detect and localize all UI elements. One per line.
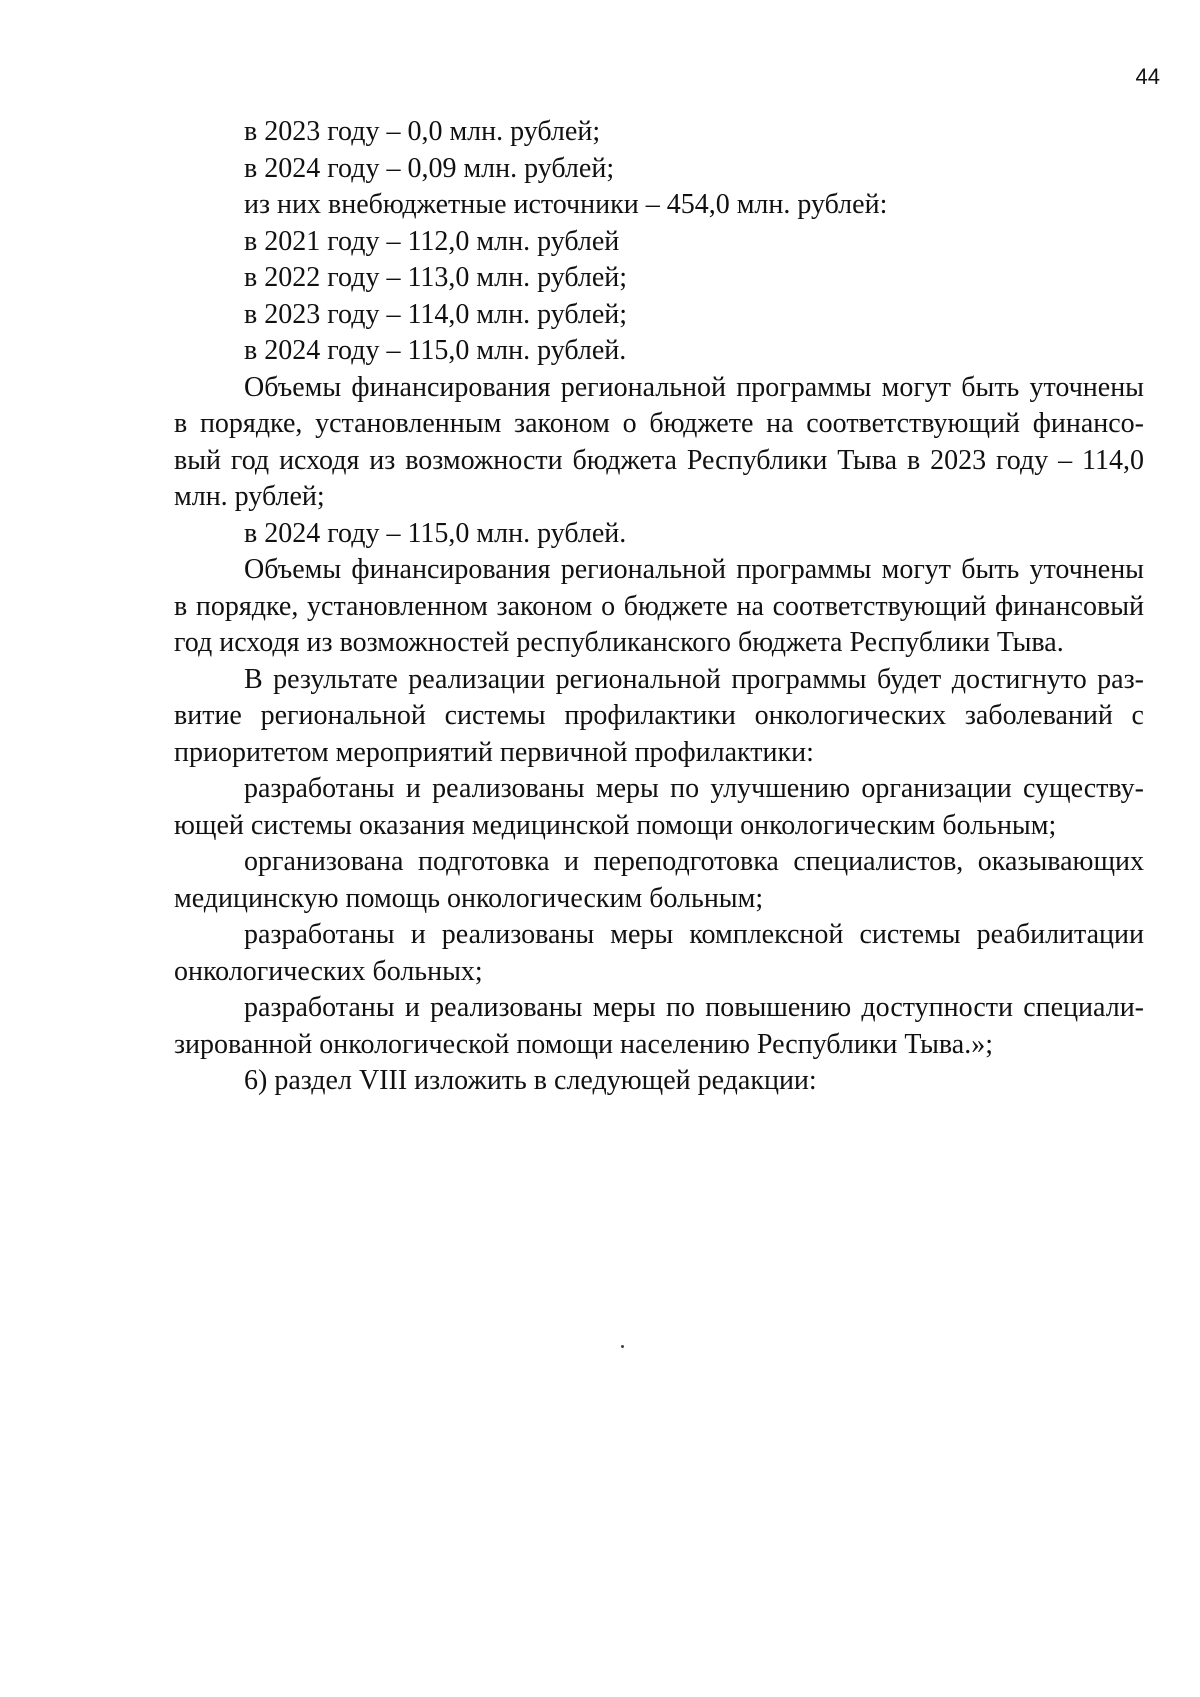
- document-body: [174, 114, 1144, 1100]
- text-line: млн. рублей;: [174, 481, 325, 512]
- page-number: 44: [1135, 64, 1160, 89]
- text-line: Объемы финансирования региональной программы могут быть уточнены: [244, 371, 1144, 403]
- text-line: в порядке, установленным законом о бюджете на соответствующий финансо-: [174, 408, 1144, 439]
- text-line: из них внебюджетные источники – 454,0 млн. рублей:: [244, 189, 888, 220]
- text-line: в 2024 году – 115,0 млн. рублей.: [244, 335, 627, 366]
- text-line: в 2024 году – 115,0 млн. рублей.: [244, 517, 627, 549]
- text-line: разработаны и реализованы меры по повышению доступности специали-: [244, 992, 1144, 1023]
- text-line: год исходя из возможностей республиканского бюджета Республики Тыва.: [174, 627, 1064, 658]
- text-line: в 2023 году – 114,0 млн. рублей;: [244, 298, 628, 330]
- text-line: медицинскую помощь онкологическим больным;: [174, 882, 764, 914]
- text-line: вый год исходя из возможности бюджета Республики Тыва в 2023 году – 114,0: [174, 444, 1144, 476]
- text-line: ющей системы оказания медицинской помощи онкологическим больным;: [174, 809, 1057, 841]
- text-line: в 2022 году – 113,0 млн. рублей;: [244, 262, 628, 293]
- text-line: В результате реализации региональной программы будет достигнуто раз-: [244, 663, 1144, 695]
- text-line: витие региональной системы профилактики онкологических заболеваний с: [174, 700, 1144, 731]
- scan-speck: [621, 1345, 624, 1348]
- text-line: Объемы финансирования региональной программы могут быть уточнены: [244, 554, 1144, 585]
- text-line: в 2021 году – 112,0 млн. рублей: [244, 225, 620, 257]
- text-line: разработаны и реализованы меры комплексной системы реабилитации: [244, 919, 1144, 950]
- text-line: разработаны и реализованы меры по улучшению организации существу-: [244, 773, 1144, 804]
- text-line: в 2024 году – 0,09 млн. рублей;: [244, 152, 615, 184]
- text-line: организована подготовка и переподготовка специалистов, оказывающих: [244, 846, 1144, 877]
- text-line: приоритетом мероприятий первичной профилактики:: [174, 736, 814, 768]
- text-line: зированной онкологической помощи населению Республики Тыва.»;: [174, 1028, 993, 1060]
- text-line: 6) раздел VIII изложить в следующей редакции:: [244, 1065, 817, 1096]
- text-line: в порядке, установленном законом о бюджете на соответствующий финансовый: [174, 590, 1144, 622]
- text-line: онкологических больных;: [174, 955, 483, 987]
- text-line: в 2023 году – 0,0 млн. рублей;: [244, 116, 601, 147]
